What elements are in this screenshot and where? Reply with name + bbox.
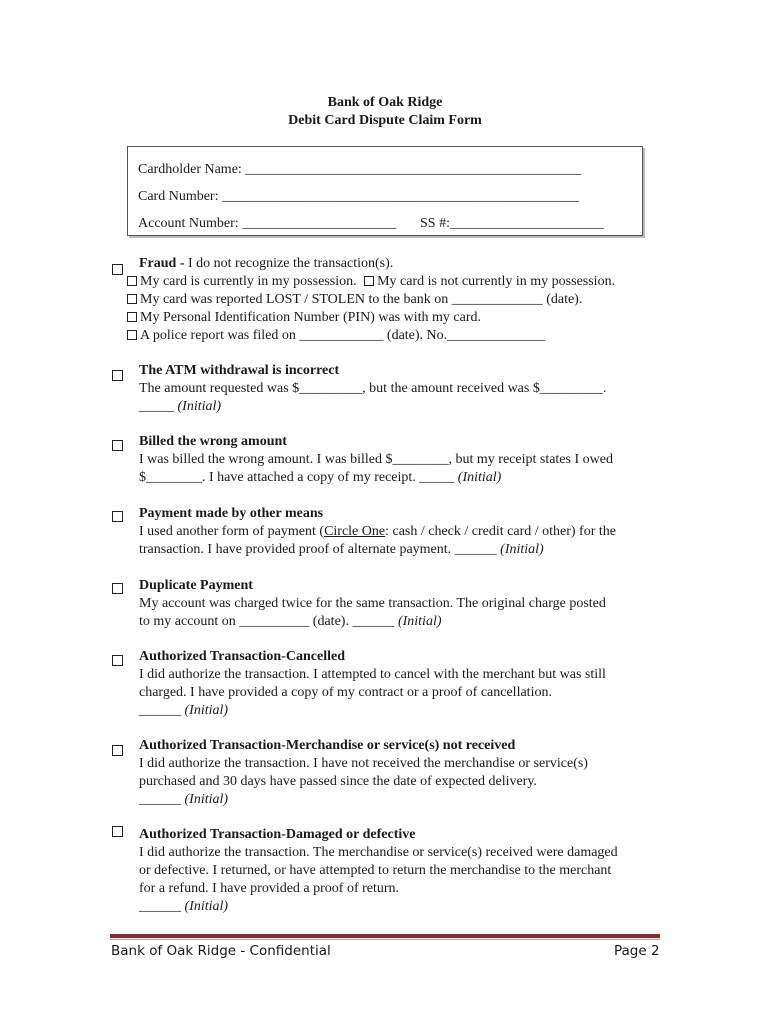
- atm-initial-label: (Initial): [177, 399, 222, 414]
- bank-name: Bank of Oak Ridge: [327, 95, 443, 110]
- footer-page-number: Page 2: [614, 943, 660, 959]
- duplicate-title: Duplicate Payment: [139, 578, 253, 593]
- form-title: Debit Card Dispute Claim Form: [288, 113, 482, 128]
- cardholder-info-box: [127, 146, 643, 236]
- cancelled-line-1: I did authorize the transaction. I attempted to cancel with the merchant but was still: [139, 667, 606, 682]
- payment-line-1a: I used another form of payment (: [139, 524, 325, 539]
- billed-line-2-text: $________. I have attached a copy of my receipt. _____: [139, 470, 458, 485]
- atm-checkbox[interactable]: [112, 370, 123, 381]
- police-report-label: A police report was filed on ____________ (date). No.______________: [140, 328, 546, 343]
- circle-one-label: Circle One: [324, 524, 386, 539]
- damaged-title: Authorized Transaction-Damaged or defective: [139, 827, 416, 842]
- possession-label: My card is currently in my possession.: [140, 274, 357, 289]
- fraud-checkbox[interactable]: [112, 264, 123, 275]
- not-received-line-1: I did authorize the transaction. I have not received the merchandise or service(s): [139, 756, 588, 771]
- billed-checkbox[interactable]: [112, 440, 123, 451]
- atm-initial-blank[interactable]: _____: [139, 399, 178, 414]
- duplicate-checkbox[interactable]: [112, 583, 123, 594]
- not-received-checkbox[interactable]: [112, 745, 123, 756]
- fraud-possession-row: [127, 274, 615, 290]
- fraud-heading: [139, 256, 393, 272]
- cancelled-initial-label: (Initial): [184, 703, 229, 718]
- duplicate-initial-label: (Initial): [397, 614, 442, 629]
- payment-title: Payment made by other means: [139, 506, 324, 521]
- payment-checkbox[interactable]: [112, 511, 123, 522]
- duplicate-line-2: [139, 614, 442, 630]
- payment-line-1: [139, 524, 616, 540]
- pin-label: My Personal Identification Number (PIN) was with my card.: [140, 310, 481, 325]
- lost-stolen-label: My card was reported LOST / STOLEN to the bank on _____________ (date).: [140, 292, 583, 307]
- fraud-police-row: [127, 328, 545, 344]
- police-report-checkbox[interactable]: [127, 330, 137, 340]
- not-received-initial-label: (Initial): [184, 792, 229, 807]
- footer-rule: [110, 934, 660, 938]
- damaged-line-4: [139, 899, 228, 915]
- atm-title: The ATM withdrawal is incorrect: [139, 363, 340, 378]
- payment-line-1b: : cash / check / credit card / other) for the: [385, 524, 616, 539]
- footer-rule-thin: [110, 939, 660, 940]
- billed-line-1: I was billed the wrong amount. I was billed $________, but my receipt states I owed: [139, 452, 613, 467]
- not-possession-checkbox[interactable]: [364, 276, 374, 286]
- cardholder-name-field[interactable]: Cardholder Name: ________________________________________________: [138, 162, 582, 177]
- fraud-intro: I do not recognize the transaction(s).: [184, 256, 394, 271]
- duplicate-line-1: My account was charged twice for the same transaction. The original charge posted: [139, 596, 606, 611]
- damaged-initial-blank[interactable]: ______: [139, 899, 185, 914]
- card-number-field[interactable]: Card Number: ___________________________________________________: [138, 189, 579, 204]
- cancelled-checkbox[interactable]: [112, 655, 123, 666]
- cancelled-line-2: charged. I have provided a copy of my contract or a proof of cancellation.: [139, 685, 552, 700]
- payment-initial-label: (Initial): [500, 542, 544, 557]
- damaged-checkbox[interactable]: [112, 826, 123, 837]
- billed-title: Billed the wrong amount: [139, 434, 287, 449]
- cancelled-line-3: [139, 703, 228, 719]
- damaged-line-1: I did authorize the transaction. The merchandise or service(s) received were damaged: [139, 845, 618, 860]
- not-possession-label: My card is not currently in my possession.: [377, 274, 616, 289]
- footer-confidential: Bank of Oak Ridge - Confidential: [111, 943, 331, 959]
- account-number-field[interactable]: Account Number: ______________________: [138, 216, 397, 231]
- not-received-line-2: purchased and 30 days have passed since the date of expected delivery.: [139, 774, 537, 789]
- fraud-pin-row: [127, 310, 481, 326]
- atm-line-2: [139, 399, 221, 415]
- duplicate-line-2-text: to my account on __________ (date). ______: [139, 614, 398, 629]
- not-received-title: Authorized Transaction-Merchandise or service(s) not received: [139, 738, 516, 753]
- payment-line-2-text: transaction. I have provided proof of alternate payment. ______: [139, 542, 501, 557]
- not-received-line-3: [139, 792, 228, 808]
- damaged-line-2: or defective. I returned, or have attempted to return the merchandise to the merchant: [139, 863, 612, 878]
- atm-line-1: The amount requested was $_________, but the amount received was $_________.: [139, 381, 607, 396]
- fraud-title: Fraud -: [139, 256, 185, 271]
- lost-stolen-checkbox[interactable]: [127, 294, 137, 304]
- possession-checkbox[interactable]: [127, 276, 137, 286]
- damaged-line-3: for a refund. I have provided a proof of return.: [139, 881, 400, 896]
- fraud-lost-row: [127, 292, 582, 308]
- payment-line-2: [139, 542, 544, 558]
- damaged-initial-label: (Initial): [184, 899, 229, 914]
- cancelled-title: Authorized Transaction-Cancelled: [139, 649, 345, 664]
- pin-checkbox[interactable]: [127, 312, 137, 322]
- billed-line-2: [139, 470, 501, 486]
- ss-number-field[interactable]: SS #:______________________: [420, 216, 604, 231]
- cancelled-initial-blank[interactable]: ______: [139, 703, 185, 718]
- billed-initial-label: (Initial): [457, 470, 502, 485]
- not-received-initial-blank[interactable]: ______: [139, 792, 185, 807]
